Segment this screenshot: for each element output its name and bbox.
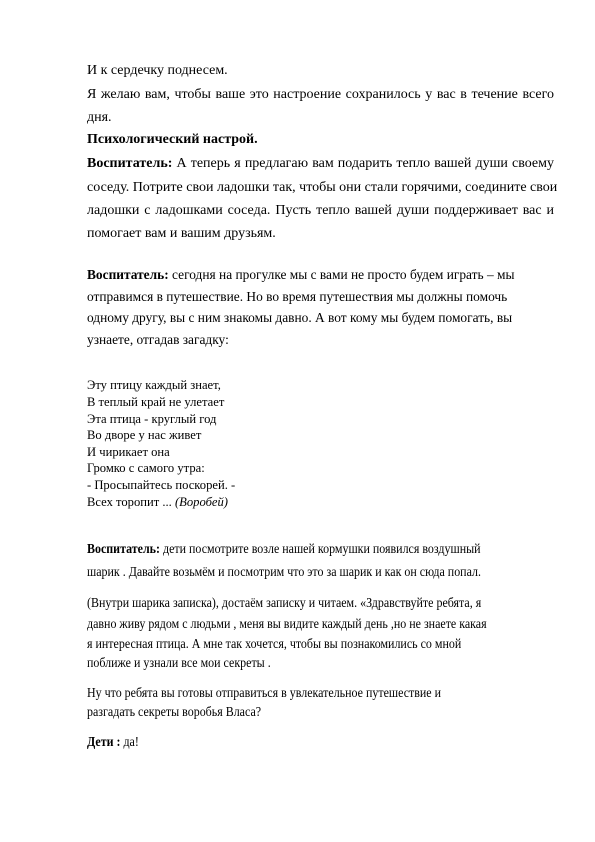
paragraph-line [87,268,514,281]
poem-line: И чирикает она [87,445,170,459]
poem-line: - Просыпайтесь поскорей. - [87,478,236,492]
paragraph-line: поближе и узнали все мои секреты . [87,655,271,670]
paragraph-line: узнаете, отгадав загадку: [87,332,229,347]
poem-line: Эту птицу каждый знает, [87,378,221,392]
paragraph-line: соседу. Потрите свои ладошки так, чтобы они стали горячими, соедините свои [87,180,558,195]
paragraph-line: отправимся в путешествие. Но во время путешествия мы должны помочь [87,289,508,304]
poem-line: Во дворе у нас живет [87,428,202,442]
paragraph-line: давно живу рядом с людьми , меня вы видите каждый день ,но не знаете какая [87,616,487,631]
poem-line [87,496,228,509]
paragraph-line: помогает вам и вашим друзьям. [87,226,276,241]
speaker-label: Воспитатель: [87,267,169,282]
poem-line: Громко с самого утра: [87,461,205,475]
paragraph-line: ладошки с ладошками соседа. Пусть тепло вашей души поддерживает вас и [87,203,554,218]
paragraph-line: (Внутри шарика записка), достаём записку и читаем. «Здравствуйте ребята, я [87,595,482,610]
paragraph-line: я интересная птица. А мне так хочется, чтобы вы познакомились со мной [87,636,462,651]
poem-line: В теплый край не улетает [87,395,225,409]
paragraph-line: Я желаю вам, чтобы ваше это настроение сохранилось у вас в течение всего [87,87,554,102]
poem-line-text: Всех торопит ... [87,495,172,509]
paragraph-line: И к сердечку поднесем. [87,63,228,78]
speaker-text: А теперь я предлагаю вам подарить тепло вашей души своему [172,156,554,171]
speaker-text: сегодня на прогулке мы с вами не просто будем играть – мы [168,267,515,282]
paragraph-line: дня. [87,110,112,125]
section-heading: Психологический настрой. [87,132,258,147]
paragraph-line: разгадать секреты воробья Власа? [87,704,262,719]
speaker-text: дети посмотрите возле нашей кормушки появился воздушный [159,541,481,556]
poem-line: Эта птица - круглый год [87,412,217,426]
paragraph-line: Ну что ребята вы готовы отправиться в увлекательное путешествие и [87,685,442,700]
paragraph-line: шарик . Давайте возьмём и посмотрим что это за шарик и как он сюда попал. [87,564,481,579]
paragraph-line: одному другу, вы с ним знакомы давно. А вот кому мы будем помогать, вы [87,310,513,325]
paragraph-line [87,157,554,171]
speaker-label: Воспитатель: [87,156,173,171]
speaker-text: да! [120,734,139,749]
paragraph-line [87,542,524,555]
speaker-label: Воспитатель: [87,541,160,556]
speaker-label: Дети : [87,734,121,749]
riddle-answer: (Воробей) [171,495,229,509]
paragraph-line [87,735,145,748]
